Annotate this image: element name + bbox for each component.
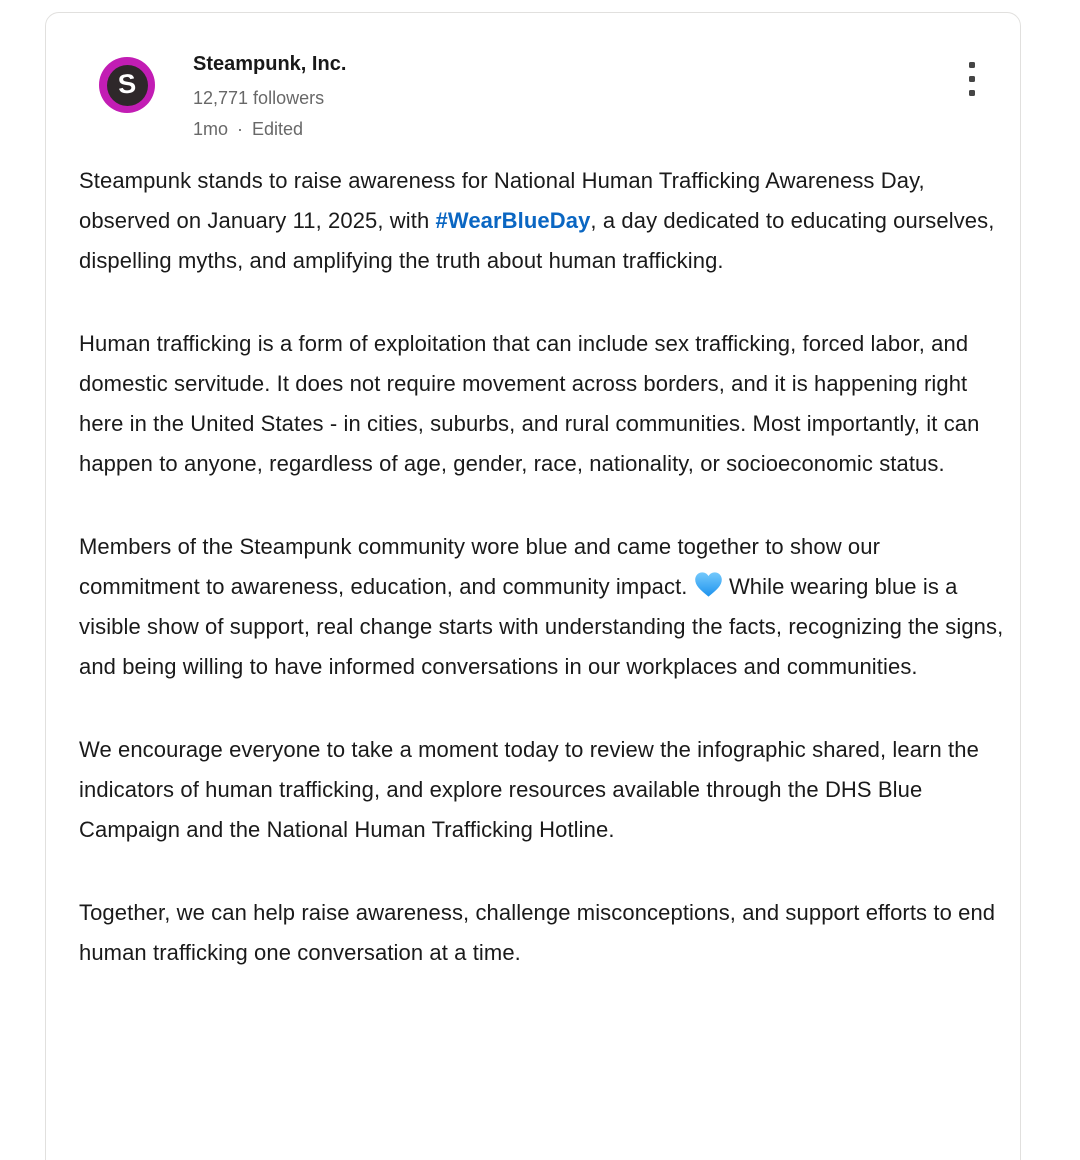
post-paragraph: [79, 161, 1005, 281]
post-meta: [193, 117, 346, 141]
paragraph-text: Members of the Steampunk community wore blue and came together to show our commitment to awareness, education, and community impact.: [79, 534, 881, 599]
avatar-ring: [99, 57, 155, 113]
paragraph-text: We encourage everyone to take a moment today to review the infographic shared, learn the indicators of human trafficking, and explore resources available through the DHS Blue Campaign and the National Human Trafficking Hotline.: [79, 737, 979, 842]
paragraph-text: While wearing blue is a visible show of support, real change starts with understanding the facts, recognizing the signs, and being willing to have informed conversations in our workplaces and communities.: [79, 574, 1004, 679]
company-avatar[interactable]: [91, 49, 163, 121]
post-card: [45, 12, 1021, 1160]
paragraph-text: Human trafficking is a form of exploitation that can include sex trafficking, forced labor, and domestic servitude. It does not require movement across borders, and it is happening right here in the United States - in cities, suburbs, and rural communities. Most importantly, it can happen to anyone, regardless of age, gender, race, nationality, or socioeconomic status.: [79, 331, 980, 476]
header-info: [193, 49, 346, 141]
kebab-menu-icon: [969, 62, 975, 96]
post-options-button[interactable]: [968, 62, 976, 96]
paragraph-text: Together, we can help raise awareness, challenge misconceptions, and support efforts to end human trafficking one conversation at a time.: [79, 900, 996, 965]
hashtag-link[interactable]: #WearBlueDay: [435, 208, 591, 233]
post-paragraph: [79, 527, 1005, 687]
post-paragraph: [79, 730, 1005, 850]
post-header: [79, 49, 1005, 141]
avatar-inner-circle: [107, 65, 148, 106]
avatar-letter: S: [116, 67, 137, 100]
post-paragraph: [79, 893, 1005, 973]
blue-heart-emoji: [694, 567, 723, 607]
post-age: 1mo: [193, 119, 229, 139]
meta-separator-dot: ·: [237, 119, 244, 139]
paragraph-text: , a day dedicated to educating ourselves, dispelling myths, and amplifying the truth about human trafficking.: [79, 208, 995, 273]
followers-count: 12,771 followers: [193, 88, 325, 108]
company-name-link[interactable]: Steampunk, Inc.: [193, 53, 347, 75]
post-paragraph: [79, 324, 1005, 484]
post-text: [79, 161, 1005, 973]
paragraph-text: Steampunk stands to raise awareness for National Human Trafficking Awareness Day, observed on January 11, 2025, with: [79, 168, 925, 233]
edited-label: Edited: [252, 119, 304, 139]
